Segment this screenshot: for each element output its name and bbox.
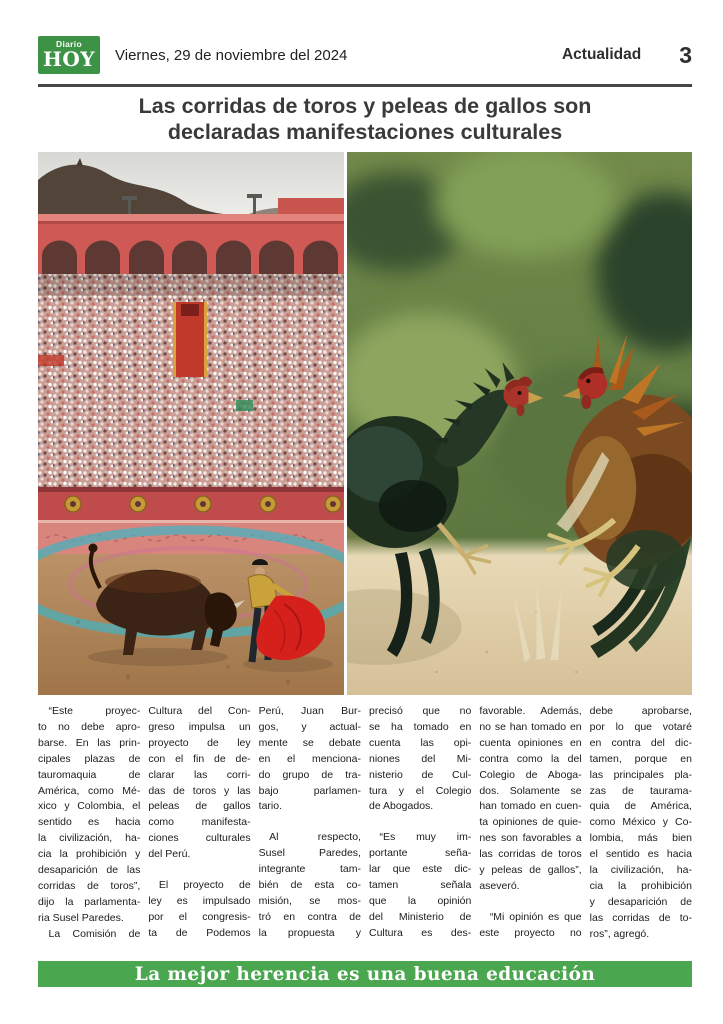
article-line: greso impulsa un [148, 720, 251, 733]
article-line: das de toros y las [148, 784, 251, 797]
article-line: dos. Solamente se [479, 784, 582, 797]
article-line: como México y Co- [589, 816, 692, 829]
article-line: tauromaquia de [38, 768, 141, 781]
article-line: precisó que no [368, 705, 472, 717]
article-line: quia de América, [589, 800, 692, 813]
article-line: que la opinión [368, 894, 472, 907]
photo-strip [38, 152, 692, 695]
article-line: en contra del dic- [589, 736, 692, 749]
article-line: niones del Mi- [368, 752, 472, 765]
article-column-3 [259, 704, 361, 952]
article-line: “Este proyec- [48, 705, 141, 717]
article-line: aseveró. [479, 879, 520, 892]
article-line: de Abogados. [368, 800, 434, 813]
article-line: Cultura del Con- [148, 705, 251, 717]
logo-hoy-text: HOY [42, 47, 96, 71]
article-column-5 [479, 704, 581, 952]
article-line: Al respecto, [269, 831, 361, 844]
article-line: La Comisión de [48, 927, 141, 940]
article-line: tario. [258, 800, 282, 813]
article-line: Susel Paredes, [258, 847, 361, 860]
article-line: por el congresis- [148, 910, 251, 923]
article-line: tamen, porque en [589, 752, 692, 765]
article-line: la civilización, ha- [38, 832, 141, 845]
article-line: cipales plazas de [38, 752, 141, 765]
article-line: y desaparición de [589, 895, 692, 908]
article-line: ciones culturales [148, 832, 251, 845]
article-line: misión, se mos- [258, 894, 361, 907]
article-line: cia la prohibición y [38, 848, 141, 861]
article-line: la propuesta y [258, 926, 361, 939]
article-line: cuenta las opi- [368, 736, 472, 749]
article-line: con el fin de de- [148, 752, 251, 765]
article-line: la civilización, ha- [589, 864, 692, 877]
article-line: Cultura es des- [368, 926, 472, 939]
article-line: ros”, agregó. [589, 927, 650, 940]
article-column-6 [590, 704, 692, 952]
article-line: “Mi opinión es que [489, 910, 582, 923]
section-label: Actualidad [561, 46, 642, 63]
article-line: han tomado en cuen- [479, 800, 582, 813]
article-line: en el menciona- [258, 752, 361, 765]
article-line: se ha tomado en [368, 720, 472, 733]
logo-diario-text: Diario [56, 39, 82, 49]
article-line: lombia, más bien [589, 832, 692, 845]
article-line: zas de taurama- [589, 784, 692, 797]
article-line: peleas de gallos [148, 800, 251, 813]
article-line: proyecto de ley [148, 736, 251, 749]
article-line: barse. En las prin- [38, 736, 141, 749]
footer-banner [38, 961, 692, 987]
article-line: clarar las corri- [148, 768, 251, 781]
article-line: tró en contra de [258, 910, 361, 923]
article-line: do grupo de tra- [258, 768, 361, 781]
article-line: nisterio de Cul- [368, 768, 472, 781]
page-header [38, 34, 692, 76]
article-line: ley es impulsado [148, 894, 251, 907]
page-number: 3 [679, 41, 692, 68]
bullfight-photo [38, 152, 344, 695]
article-line: y peleas de gallos”, [479, 864, 582, 877]
header-rule [38, 84, 692, 87]
article-line: integrante tam- [258, 863, 361, 876]
article-line: bajo parlamen- [258, 784, 361, 797]
article-line: “Es muy im- [379, 831, 472, 844]
article-line: Colegio de Aboga- [479, 768, 582, 781]
issue-date: Viernes, 29 de noviembre del 2024 [115, 46, 348, 64]
article-line: bién de esta co- [258, 879, 361, 892]
article-line: por lo que votaré [589, 720, 692, 733]
article-line: del Ministerio de [368, 910, 472, 923]
article-line: gos, y actual- [258, 720, 361, 733]
article-line: sentido es hacia [38, 816, 141, 829]
article-body [38, 704, 692, 952]
article-line: del Perú. [148, 848, 191, 861]
article-line: ta opiniones de quie- [479, 816, 582, 829]
article-line: xico y Colombia, el [38, 800, 141, 813]
article-line: corridas de toros”, [38, 879, 141, 892]
article-line: nes son favorables a [479, 832, 582, 845]
article-line: este proyecto no [479, 926, 582, 939]
article-line: favorable. Además, [479, 705, 582, 717]
article-line: dijo la parlamenta- [38, 895, 141, 908]
article-line: cuenta opiniones en [479, 736, 582, 749]
article-line: ria Susel Paredes. [38, 911, 124, 924]
article-line: como manifesta- [148, 816, 251, 829]
article-line: no se han tomado en [479, 720, 582, 733]
article-line: las corridas de toros [479, 848, 582, 861]
headline-line-2: declaradas manifestaciones culturales [167, 119, 563, 144]
article-line: las principales pla- [589, 768, 692, 781]
article-column-2 [148, 704, 250, 952]
article-line: contra como la del [479, 752, 582, 765]
article-line: las corridas de to- [589, 911, 692, 924]
diario-hoy-logo [38, 36, 100, 74]
article-line: cia la prohibición [589, 879, 692, 892]
article-line: América, como Mé- [38, 784, 141, 797]
article-column-4 [369, 704, 471, 952]
article-line: lar que este dic- [368, 863, 472, 876]
article-line: to no debe apro- [38, 720, 141, 733]
article-line: desaparición de las [38, 864, 141, 877]
article-line: tura y el Colegio [368, 784, 472, 797]
article-line: mente se debate [258, 736, 361, 749]
article-line: El proyecto de [158, 879, 251, 892]
cockfight-photo [347, 152, 692, 695]
article-column-1 [38, 704, 140, 952]
article-line: portante seña- [368, 847, 472, 860]
article-line: ta de Podemos [148, 926, 251, 939]
article-line: debe aprobarse, [589, 705, 692, 717]
banner-text: La mejor herencia es una buena educación [134, 963, 596, 985]
article-line: el sentido es hacia [589, 848, 692, 861]
article-headline [38, 94, 692, 145]
headline-line-1: Las corridas de toros y peleas de gallos son [138, 94, 592, 118]
article-line: Perú, Juan Bur- [258, 705, 361, 717]
article-line: tamen señala [368, 879, 472, 892]
